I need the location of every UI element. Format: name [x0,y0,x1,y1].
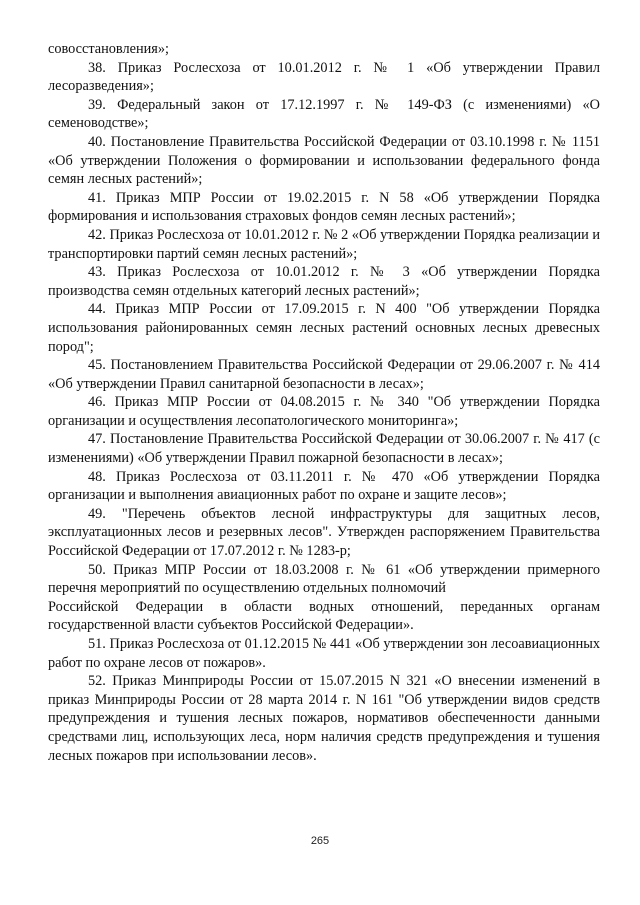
list-item: 40. Постановление Правительства Российской Федерации от 03.10.1998 г. № 1151 «Об утверждении Положения о формировании и использовании федерального фонда семян лесных растений»; [48,133,600,188]
list-item: Российской Федерации в области водных отношений, переданных органам государственной власти субъектов Российской Федерации». [48,598,600,634]
body-text [48,40,600,765]
list-item: 52. Приказ Минприроды России от 15.07.2015 N 321 «О внесении изменений в приказ Минприроды России от 28 марта 2014 г. N 161 "Об утверждении видов средств предупреждения и тушения лесных пожаров, нормативов обеспеченности данными средствами лиц, использующих леса, норм наличия средств предупреждения и тушения лесных пожаров при использовании лесов». [48,673,600,764]
list-item: 47. Постановление Правительства Российской Федерации от 30.06.2007 г. № 417 (с изменениями) «Об утверждении Правил пожарной безопасности в лесах»; [48,431,600,467]
list-item: 39. Федеральный закон от 17.12.1997 г. № 149-ФЗ (с изменениями) «О семеноводстве»; [48,96,600,132]
list-item: 51. Приказ Рослесхоза от 01.12.2015 № 441 «Об утверждении зон лесоавиационных работ по охране лесов от пожаров». [48,636,600,671]
list-item: 41. Приказ МПР России от 19.02.2015 г. N 58 «Об утверждении Порядка формирования и использования страховых фондов семян лесных растений»; [48,189,600,225]
list-item: 49. "Перечень объектов лесной инфраструктуры для защитных лесов, эксплуатационных лесов и резервных лесов". Утвержден распоряжением Правительства Российской Федерации от 17.07.2012 г. № 1283-р; [48,505,600,560]
list-item: 45. Постановлением Правительства Российской Федерации от 29.06.2007 г. № 414 «Об утверждении Правил санитарной безопасности в лесах»; [48,357,600,392]
list-item: 46. Приказ МПР России от 04.08.2015 г. № 340 "Об утверждении Порядка организации и осуществления лесопатологического мониторинга»; [48,394,600,429]
list-item: 43. Приказ Рослесхоза от 10.01.2012 г. № 3 «Об утверждении Порядка производства семян отдельных категорий лесных растений»; [48,264,600,299]
list-item: совосстановления»; [48,41,169,57]
page-number: 265 [310,835,330,847]
list-item: 42. Приказ Рослесхоза от 10.01.2012 г. № 2 «Об утверждении Порядка реализации и транспортировки партий семян лесных растений»; [48,226,600,262]
list-item: 38. Приказ Рослесхоза от 10.01.2012 г. № 1 «Об утверждении Правил лесоразведения»; [48,59,600,95]
list-item: 48. Приказ Рослесхоза от 03.11.2011 г. № 470 «Об утверждении Порядка организации и выполнения авиационных работ по охране и защите лесов»; [48,468,600,504]
list-item: 50. Приказ МПР России от 18.03.2008 г. № 61 «Об утверждении примерного перечня мероприятий по осуществлению отдельных полномочий [48,561,600,597]
list-item: 44. Приказ МПР России от 17.09.2015 г. N 400 "Об утверждении Порядка использования районированных семян лесных растений основных лесных древесных пород"; [48,301,600,355]
